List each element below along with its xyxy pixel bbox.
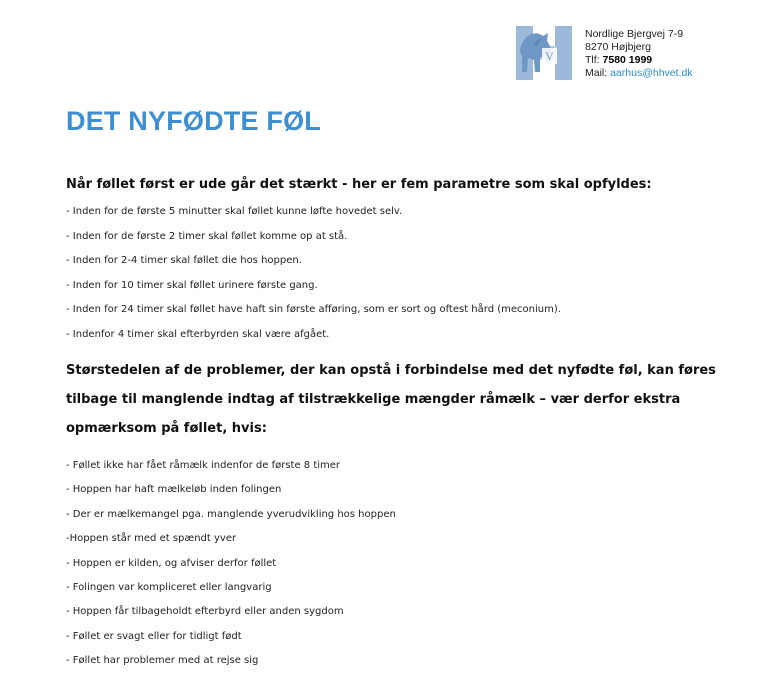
page-title: DET NYFØDTE FØL	[66, 106, 321, 136]
list-item: - Hoppen er kilden, og afviser derfor føllet	[66, 557, 277, 569]
contact-block	[585, 28, 693, 80]
clinic-logo	[513, 24, 575, 82]
phone-line	[585, 54, 693, 67]
logo-letter: V	[545, 49, 554, 63]
warning-signs-list	[66, 457, 396, 677]
intro-heading: Når føllet først er ude går det stærkt - her er fem parametre som skal opfyldes:	[66, 177, 652, 192]
list-item: - Der er mælkemangel pga. manglende yverudvikling hos hoppen	[66, 508, 396, 520]
list-item: - Inden for 2-4 timer skal føllet die hos hoppen.	[66, 255, 302, 266]
phone-label: Tlf:	[585, 54, 600, 66]
list-item: - Føllet er svagt eller for tidligt født	[66, 630, 242, 642]
list-item: -Hoppen står med et spændt yver	[66, 533, 237, 545]
list-item: - Folingen var kompliceret eller langvarig	[66, 581, 272, 593]
mail-label: Mail:	[585, 67, 608, 79]
parameters-list	[66, 203, 561, 350]
phone-value: 7580 1999	[602, 54, 653, 66]
list-item: - Inden for de første 2 timer skal føllet komme op at stå.	[66, 230, 348, 242]
list-item: - Indenfor 4 timer skal efterbyrden skal være afgået.	[66, 328, 330, 340]
address-line-1: Nordlige Bjergvej 7-9	[585, 28, 684, 40]
address-line-2: 8270 Højbjerg	[585, 41, 651, 53]
list-item: - Inden for de første 5 minutter skal føllet kunne løfte hovedet selv.	[66, 206, 403, 217]
list-item: - Inden for 10 timer skal føllet urinere første gang.	[66, 279, 318, 291]
list-item: - Føllet har problemer med at rejse sig	[66, 655, 259, 667]
list-item: - Hoppen får tilbageholdt efterbyrd eller anden sygdom	[66, 606, 344, 618]
list-item: - Føllet ikke har fået råmælk indenfor de første 8 timer	[66, 460, 341, 471]
mail-line	[585, 67, 693, 80]
mail-link[interactable]: aarhus@hhvet.dk	[610, 67, 693, 79]
horse-logo-icon	[513, 24, 575, 82]
list-item: - Inden for 24 timer skal føllet have haft sin første afføring, som er sort og oftest hård (meconium).	[66, 304, 561, 315]
list-item: - Hoppen har haft mælkeløb inden folingen	[66, 484, 282, 496]
problems-heading: Størstedelen af de problemer, der kan opstå i forbindelse med det nyfødte føl, kan føres tilbage til manglende indtag af tilstrækkelige mængder råmælk – vær derfor ekstra opmærksom på føllet, hvis:	[66, 363, 716, 436]
